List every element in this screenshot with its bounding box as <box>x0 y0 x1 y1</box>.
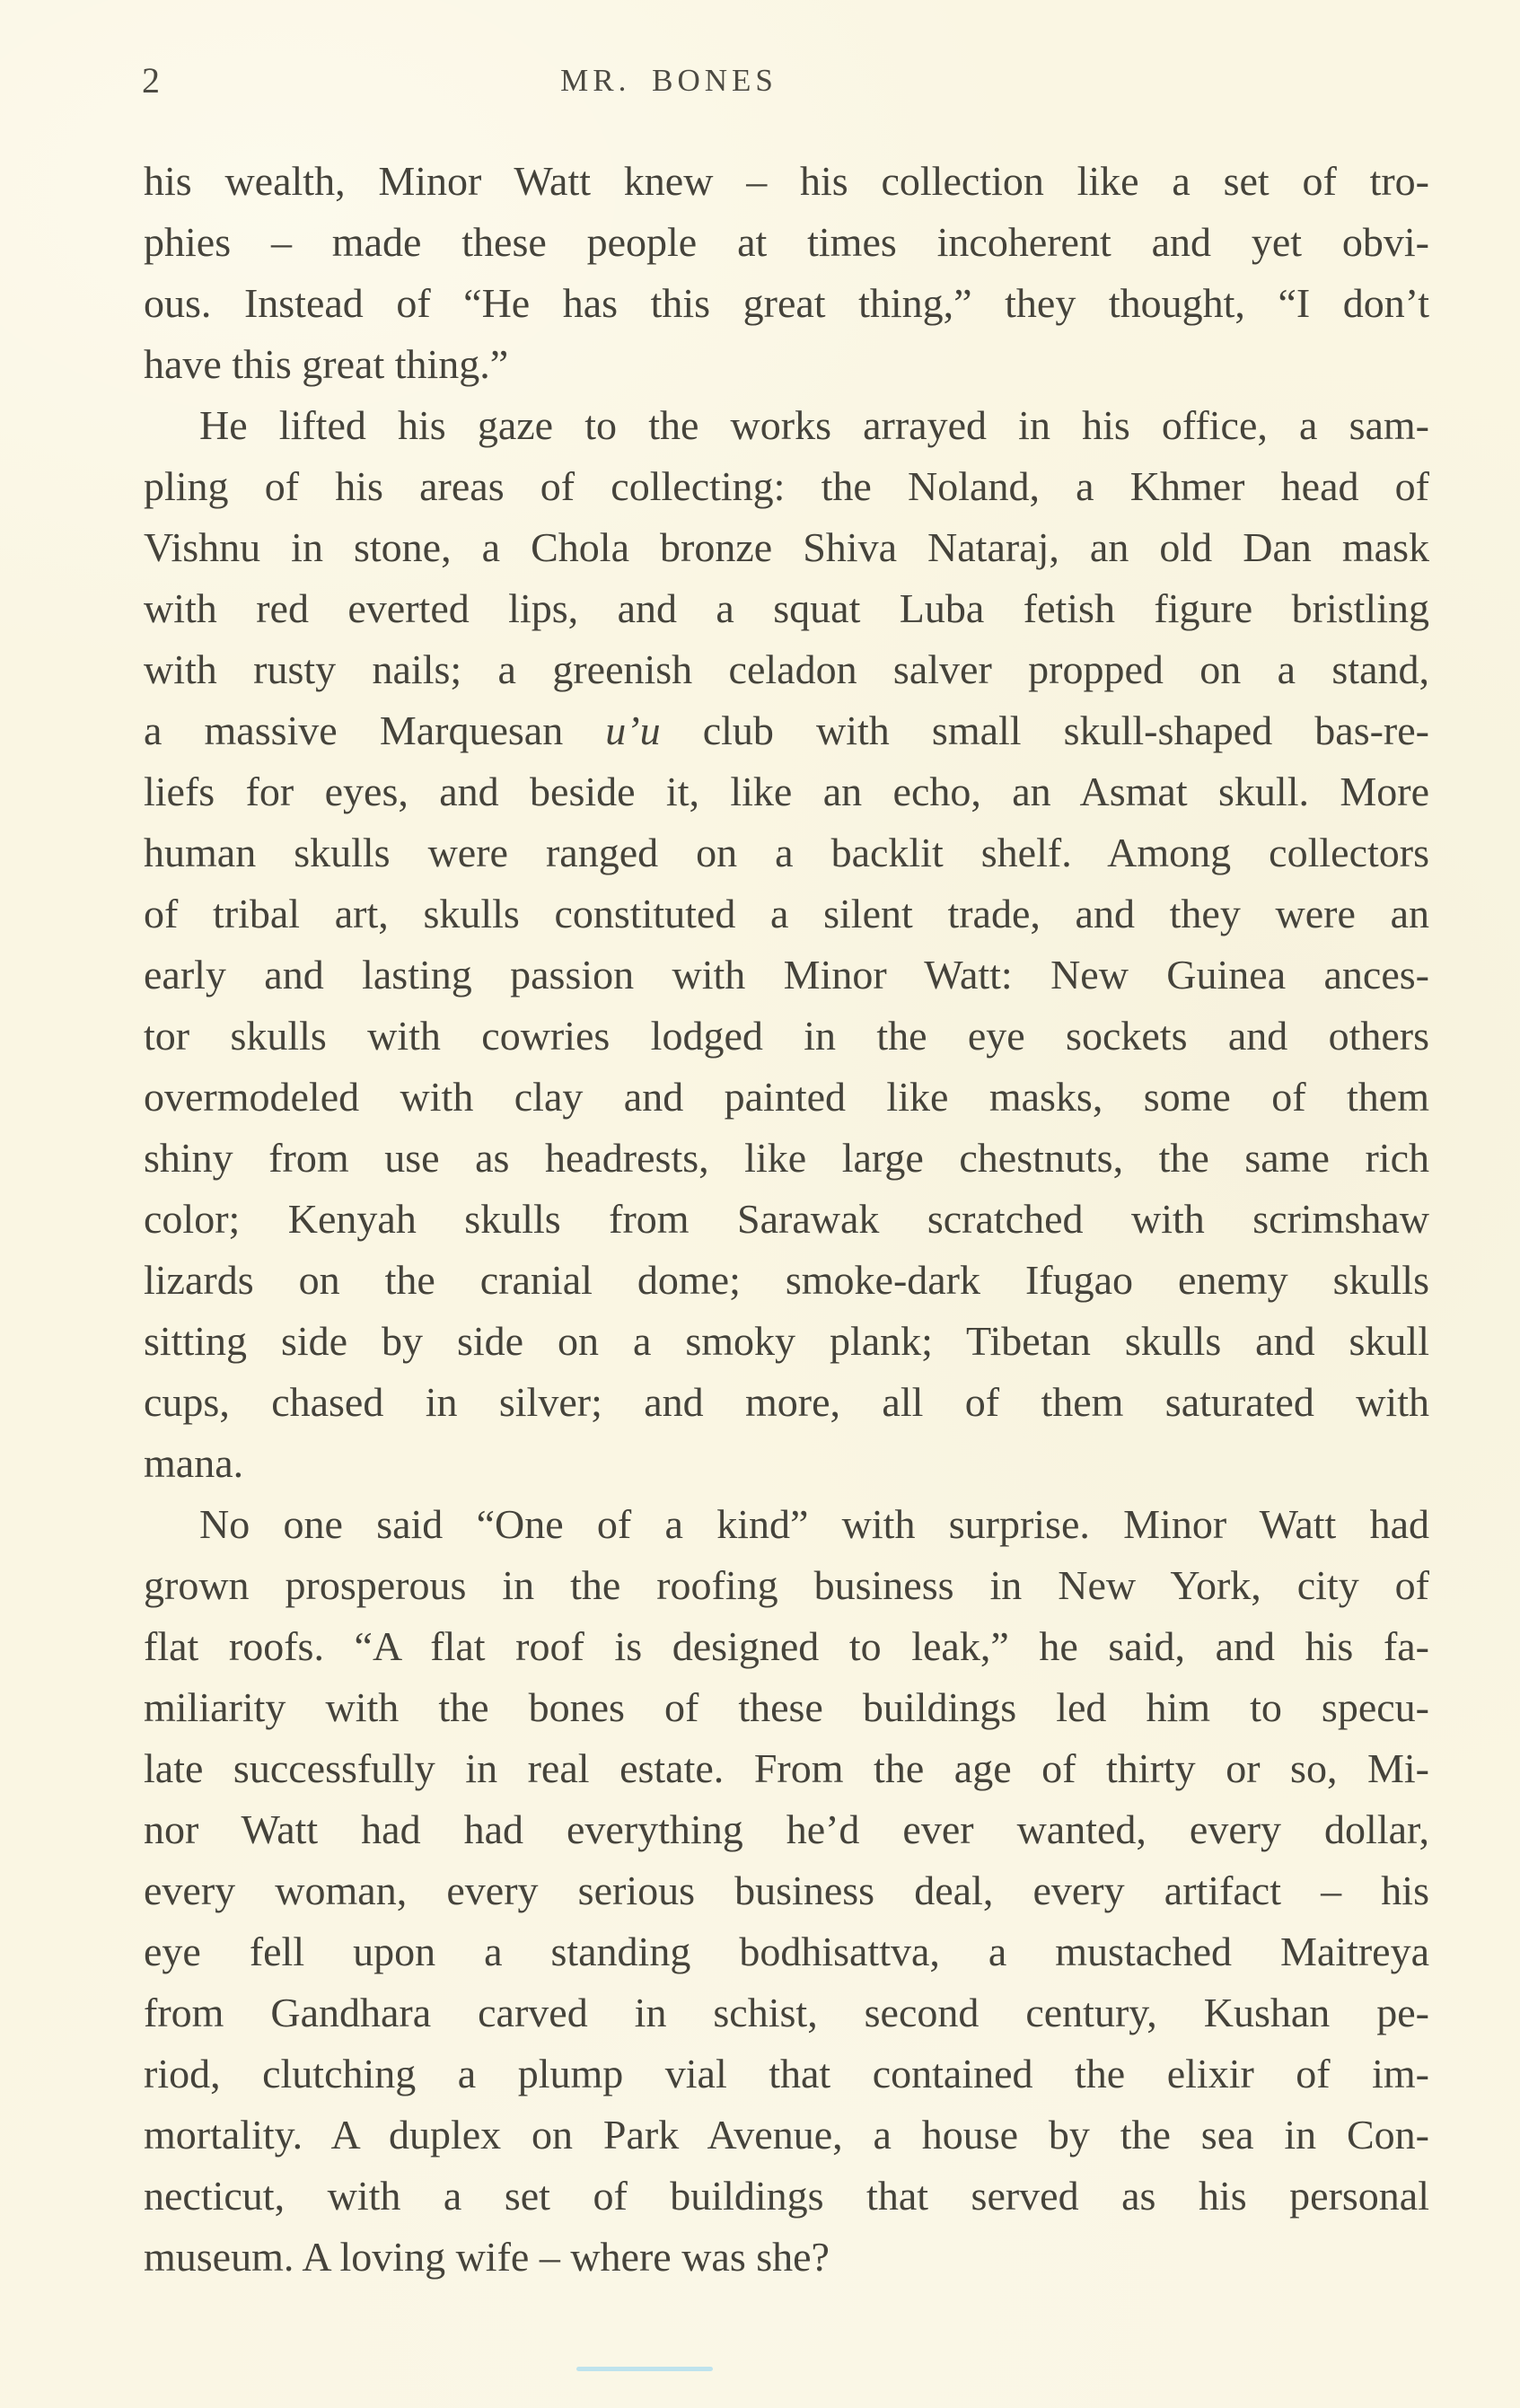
text-line: sitting side by side on a smoky plank; Tibetan skulls and skull <box>144 1318 1429 1364</box>
text-line: museum. A loving wife – where was she? <box>144 2234 830 2280</box>
text-line: mortality. A duplex on Park Avenue, a house by the sea in Con- <box>144 2112 1429 2158</box>
text-line: human skulls were ranged on a backlit shelf. Among collectors <box>144 830 1429 875</box>
text-line: with red everted lips, and a squat Luba fetish figure bristling <box>144 585 1429 631</box>
text-line: his wealth, Minor Watt knew – his collection like a set of tro- <box>144 158 1429 204</box>
text-line: flat roofs. “A flat roof is designed to leak,” he said, and his fa- <box>144 1623 1429 1669</box>
text-line: No one said “One of a kind” with surprise. Minor Watt had <box>199 1501 1429 1547</box>
text-line: grown prosperous in the roofing business in New York, city of <box>144 1562 1429 1608</box>
text-line: overmodeled with clay and painted like masks, some of them <box>144 1074 1429 1120</box>
text-line: of tribal art, skulls constituted a silent trade, and they were an <box>144 891 1429 936</box>
text-line: from Gandhara carved in schist, second century, Kushan pe- <box>144 1990 1429 2035</box>
text-line: pling of his areas of collecting: the Noland, a Khmer head of <box>144 463 1429 509</box>
text-line: a massive Marquesan u’u club with small skull-shaped bas-re- <box>144 707 1429 753</box>
text-line: nor Watt had had everything he’d ever wanted, every dollar, <box>144 1806 1429 1852</box>
text-line: miliarity with the bones of these buildings led him to specu- <box>144 1684 1429 1730</box>
text-line: cups, chased in silver; and more, all of them saturated with <box>144 1379 1429 1425</box>
text-line: liefs for eyes, and beside it, like an echo, an Asmat skull. More <box>144 769 1429 814</box>
text-line: He lifted his gaze to the works arrayed in his office, a sam- <box>199 402 1429 448</box>
text-line: tor skulls with cowries lodged in the eye sockets and others <box>144 1013 1429 1059</box>
text-line: Vishnu in stone, a Chola bronze Shiva Nataraj, an old Dan mask <box>144 524 1429 570</box>
text-line: lizards on the cranial dome; smoke-dark Ifugao enemy skulls <box>144 1257 1429 1303</box>
text-line: mana. <box>144 1440 244 1486</box>
scan-artifact-line <box>576 2367 713 2371</box>
page-number: 2 <box>142 60 160 101</box>
text-line: with rusty nails; a greenish celadon salver propped on a stand, <box>144 646 1429 692</box>
body-text <box>144 151 1429 2288</box>
text-line: riod, clutching a plump vial that contained the elixir of im- <box>144 2051 1429 2096</box>
text-line: every woman, every serious business deal, every artifact – his <box>144 1868 1429 1913</box>
text-line: phies – made these people at times incoherent and yet obvi- <box>144 219 1429 265</box>
text-line: shiny from use as headrests, like large chestnuts, the same rich <box>144 1135 1429 1181</box>
text-line: ous. Instead of “He has this great thing,” they thought, “I don’t <box>144 280 1429 326</box>
text-line: have this great thing.” <box>144 341 509 387</box>
text-line: eye fell upon a standing bodhisattva, a mustached Maitreya <box>144 1929 1429 1974</box>
text-line: early and lasting passion with Minor Watt: New Guinea ances- <box>144 952 1429 997</box>
text-line: color; Kenyah skulls from Sarawak scratched with scrimshaw <box>144 1196 1429 1242</box>
text-line: necticut, with a set of buildings that served as his personal <box>144 2173 1429 2219</box>
text-line: late successfully in real estate. From the age of thirty or so, Mi- <box>144 1745 1429 1791</box>
running-title: MR. BONES <box>560 63 778 98</box>
running-header <box>0 0 1520 126</box>
